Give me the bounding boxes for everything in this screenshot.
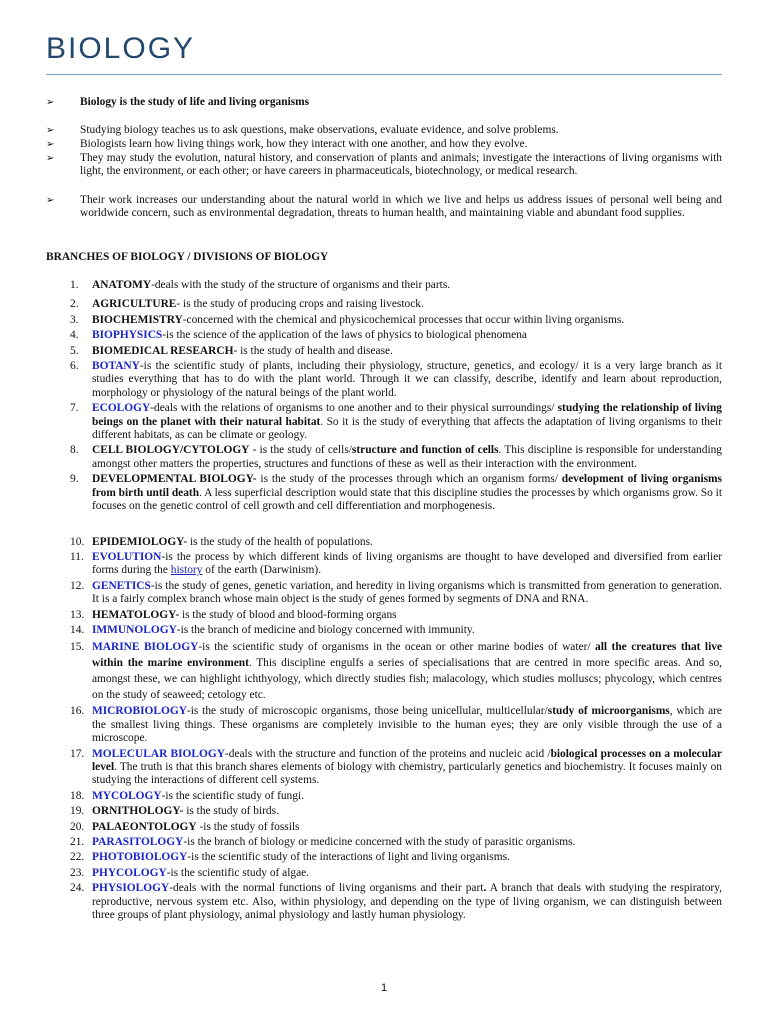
bullet-text: Their work increases our understanding about the natural world in which we live and helps us address issues of personal well being and worldwide concern, such as environmental degradation, threats to human health, and maintaining viable and abundant food supplies. [80, 194, 722, 220]
bullet-text: Biologists learn how living things work, how they interact with one another, and how they evolve. [80, 138, 528, 150]
list-item: 5. BIOMEDICAL RESEARCH- is the study of health and disease. [70, 344, 393, 357]
bullet-item [46, 124, 722, 137]
list-item: 22. PHOTOBIOLOGY-is the scientific study of the interactions of light and living organisms. [70, 851, 510, 864]
bullet-text: They may study the evolution, natural history, and conservation of plants and animals; investigate the interactions of living organisms with light, the environment, or each other; or have careers in pharmaceuticals, biotechnology, or medical research. [80, 152, 722, 178]
list-item: 3. BIOCHEMISTRY-concerned with the chemical and physicochemical processes that occur within living organisms. [70, 313, 625, 326]
list-item: 21. PARASITOLOGY-is the branch of biology or medicine concerned with the study of parasitic organisms. [70, 836, 576, 848]
list-item: 11. EVOLUTION-is the process by which different kinds of living organisms are thought to have developed and diversified from earlier forms during the history of the earth (Darwinism). [70, 550, 722, 577]
list-item: 20. PALAEONTOLOGY -is the study of fossils [70, 820, 300, 833]
bullet-text: Biology is the study of life and living organisms [80, 96, 310, 108]
page-number: 1 [380, 982, 388, 994]
list-item: 12. GENETICS-is the study of genes, genetic variation, and heredity in living organisms which is transmitted from generation to generation. It is a fairly complex branch whose main object is the study of genes formed by segments of DNA and RNA. [70, 579, 722, 606]
list-item: 9. DEVELOPMENTAL BIOLOGY- is the study of the processes through which an organism forms/ development of living organisms from birth until death. A less superficial description would state that this discipline studies the processes by which organisms grow. So it focuses on the genetic control of cell growth and cell differentiation and morphogenesis. [70, 473, 723, 513]
list-item: 23. PHYCOLOGY-is the scientific study of algae. [70, 866, 310, 879]
list-item: 7. ECOLOGY-deals with the relations of organisms to one another and to their physical surroundings/ studying the relationship of living beings on the planet with their natural habitat. So it is the study of everything that affects the adaptation of living organisms to their different habitats, as can be climate or geology. [70, 402, 723, 442]
list-item: 6. BOTANY-is the scientific study of plants, including their physiology, structure, genetics, and ecology/ it is a very large branch as it studies everything that has to do with the plant world. Through it we can classify, describe, identify and learn about reproduction, morphology or physiology of the natural beings of the plant world. [70, 360, 722, 399]
title-divider [46, 74, 722, 75]
arrow-bullet-icon: ➢ [46, 139, 55, 150]
page-title: BIOLOGY [46, 32, 196, 65]
arrow-bullet-icon: ➢ [46, 97, 55, 108]
arrow-bullet-icon: ➢ [46, 195, 55, 206]
list-item: 16. MICROBIOLOGY-is the study of microscopic organisms, those being unicellular, multicellular/study of microorganisms, which are the smallest living things. These organisms are completely invisible to the human eyes; they are only visible through the use of a microscope. [70, 705, 722, 745]
list-item: 10. EPIDEMIOLOGY- is the study of the health of populations. [70, 535, 373, 548]
arrow-bullet-icon: ➢ [46, 125, 55, 136]
list-item: 15. MARINE BIOLOGY-is the scientific study of organisms in the ocean or other marine bodies of water/ all the creatures that live within the marine environment. This discipline engulfs a series of specialisations that are centred in more specific areas. And so, amongst these, we can highlight ichthyology, which directly studies fish; malacology, which studies molluscs; phycology, which centres on the study of seaweed; cetology etc. [70, 641, 723, 702]
list-item: 4. BIOPHYSICS-is the science of the application of the laws of physics to biological phenomena [70, 329, 527, 342]
list-item: 8. CELL BIOLOGY/CYTOLOGY - is the study of cells/structure and function of cells. This discipline is responsible for understanding amongst other matters the properties, structures and functions of these as well as their interaction with the environment. [70, 444, 722, 470]
list-item: 18. MYCOLOGY-is the scientific study of fungi. [70, 789, 304, 802]
bullet-item [46, 96, 722, 109]
list-item: 19. ORNITHOLOGY- is the study of birds. [70, 805, 279, 818]
history-link[interactable]: history [170, 564, 203, 577]
bullet-item [46, 152, 722, 179]
section-heading: BRANCHES OF BIOLOGY / DIVISIONS OF BIOLOGY [46, 251, 329, 263]
branches-list [46, 279, 722, 924]
list-item: 14. IMMUNOLOGY-is the branch of medicine and biology concerned with immunity. [70, 623, 475, 636]
list-item: 24. PHYSIOLOGY-deals with the normal functions of living organisms and their part. A branch that deals with studying the respiratory, reproductive, nervous system etc. Also, within physiology, and depending on the type of living organism, we can distinguish between three groups of plant physiology, animal physiology and lastly human physiology. [70, 882, 722, 922]
list-item: 17. MOLECULAR BIOLOGY-deals with the structure and function of the proteins and nucleic acid /biological processes on a molecular level. The truth is that this branch shares elements of biology with chemistry, particularly genetics and biochemistry. It focuses mainly on studying the interactions of different cell systems. [70, 747, 722, 787]
list-item: 2. AGRICULTURE- is the study of producing crops and raising livestock. [70, 298, 424, 311]
bullet-item [46, 138, 722, 151]
list-item: 1. ANATOMY-deals with the study of the structure of organisms and their parts. [70, 279, 451, 291]
list-item: 13. HEMATOLOGY- is the study of blood and blood-forming organs [70, 608, 397, 621]
arrow-bullet-icon: ➢ [46, 153, 55, 164]
bullet-text: Studying biology teaches us to ask questions, make observations, evaluate evidence, and solve problems. [80, 124, 559, 136]
bullet-item [46, 194, 722, 221]
